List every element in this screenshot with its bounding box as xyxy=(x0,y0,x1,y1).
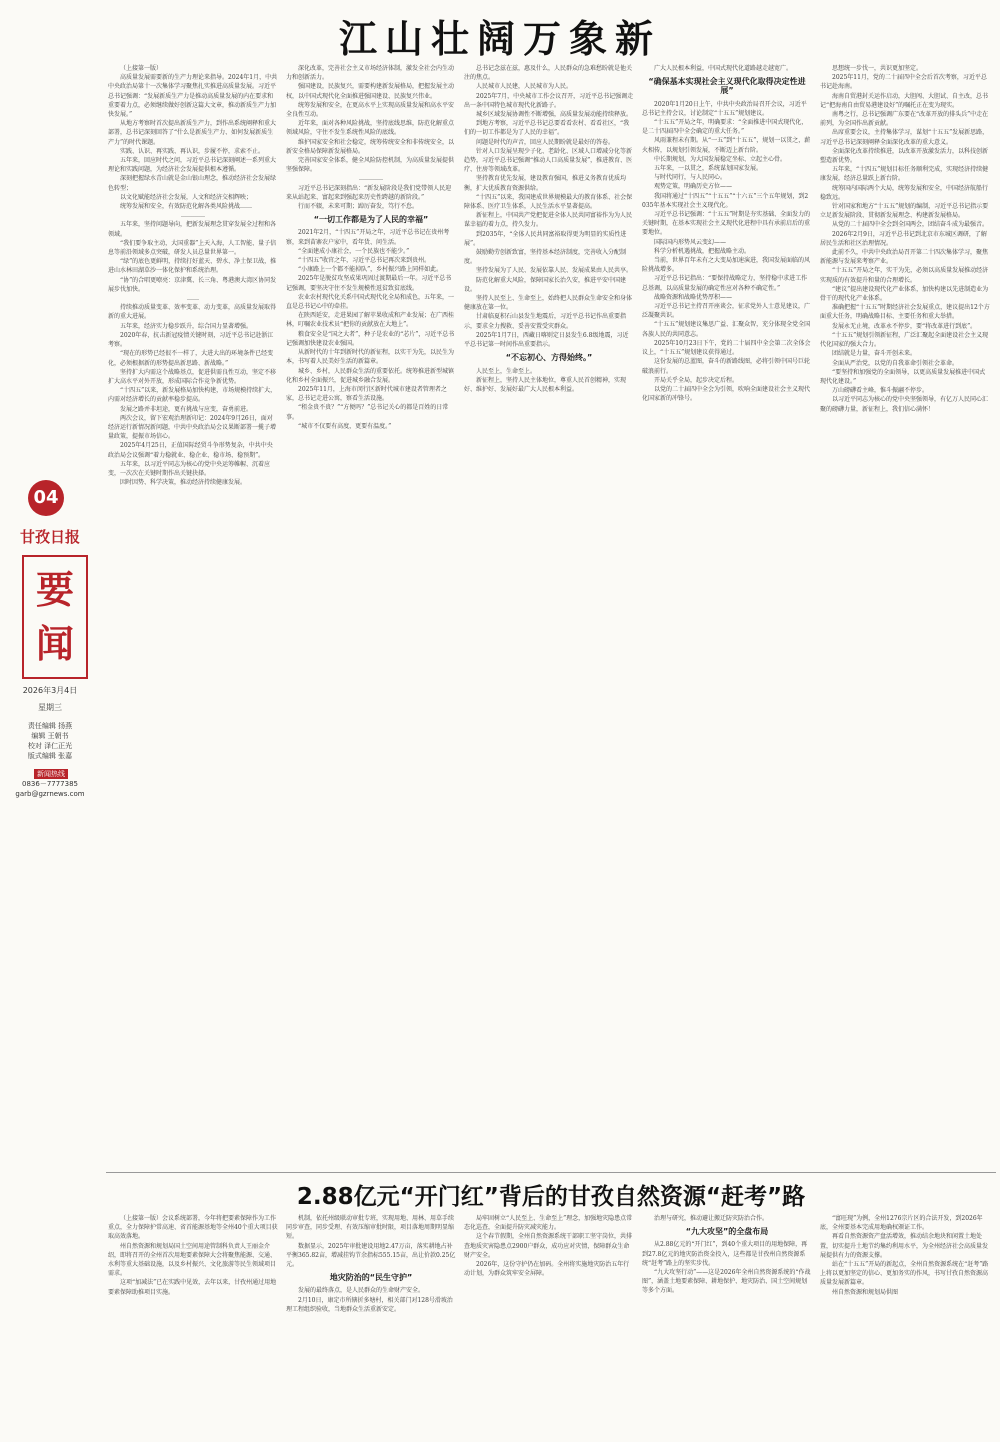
paragraph: 总书记念兹在兹，惠及什么，人民群众的急难愁盼就是他关注的焦点。 xyxy=(464,65,633,82)
top_article-column xyxy=(820,64,990,1168)
paragraph: （上接第一版） xyxy=(120,65,163,72)
paragraph: “十五五”开局之年，明确要求：“全面推进中国式现代化，是二十四届四中全会确定的重大任务。” xyxy=(642,119,808,136)
paragraph: 城乡、乡村，人民群众生活的重要依托。统筹推进新型城镇化和乡村全面振兴，促进城乡融合发展。 xyxy=(286,367,455,384)
paragraph: 维护国家安全和社会稳定，统筹传统安全和非传统安全，以新安全格局保障新发展格局。 xyxy=(286,138,455,155)
paragraph: 发展的最终落点，是人民群众的生命财产安全。 xyxy=(298,1287,425,1295)
paragraph: 当前，世界百年未有之大变局加速演进，我国发展面临的风险挑战增多。 xyxy=(642,257,811,274)
paragraph: “十四五”收官之年，习近平总书记再次来到贵州。 xyxy=(298,257,431,265)
paragraph: 国际国内形势风云变幻—— xyxy=(654,238,727,246)
paragraph: 科学分析机遇挑战，把握战略主动。 xyxy=(654,247,751,255)
paragraph: “现在的形势已经很不一样了，大进大出的环境条件已经变化，必须根据新的形势提出新思路、新战略。” xyxy=(108,350,274,367)
paragraph: 州自然资源和规划局国土空间用途管制科负责人王丽金介绍，即将召开的全州首次用地要素保障大会将聚焦能源、交通、水利等重大基础设施，以及乡村振兴、文化旅游等民生领域项目需求。 xyxy=(108,1242,277,1278)
paragraph: 坚持扩大内需这个战略基点，促进供需良性互动，坚定不移扩大高水平对外开放，形成国际合作竞争新优势。 xyxy=(108,368,277,385)
top_article-column xyxy=(642,64,812,1168)
paragraph: 战略资源和战略优势厚积—— xyxy=(654,293,733,301)
paragraph: 到2035年，“全体人民共同富裕取得更为明显的实质性进展”。 xyxy=(464,230,627,247)
subheading: “确保基本实现社会主义现代化取得决定性进展” xyxy=(648,77,806,96)
paragraph: 以党的二十届四中全会为引领，吹响全面建设社会主义现代化国家新的冲锋号。 xyxy=(642,385,811,403)
paragraph: 与时代同行，与人民同心。 xyxy=(654,174,727,182)
paragraph: 五年来，“十四五”规划目标任务顺利完成，实现经济持续健康发展，经济总量跃上新台阶。 xyxy=(820,166,989,183)
paragraph: 习近平总书记深刻指出：“新发展阶段是我们党带领人民迎来从站起来、富起来到强起来历史性跨越的新阶段。” xyxy=(286,184,452,201)
paragraph: “十五五”规划建议集思广益、汇聚众智，充分体现全党全国各族人民的共同意志。 xyxy=(642,321,811,338)
editor-credit: 编辑 王朝书 xyxy=(31,732,69,740)
paragraph: 数据显示，2025年审批建设用地2.47万亩，落实耕地占补平衡365.82亩，增减挂钩节余指标555.15亩，出让价款0.25亿元。 xyxy=(286,1242,456,1269)
top_article-column xyxy=(108,64,278,1168)
paragraph: 持续推动质量变革、效率变革、动力变革，高质量发展取得新的重大进展。 xyxy=(108,304,277,321)
paragraph: 南粤之行，总书记强调广东要在“改革开放的排头兵”中走在前列，为全国作出新贡献。 xyxy=(820,111,989,128)
paragraph: 2025年11月，党的二十届四中全会后首次考察，习近平总书记赴海南。 xyxy=(820,74,987,91)
paragraph: 坚持发展为了人民、发展依靠人民、发展成果由人民共享。 xyxy=(476,267,633,275)
issue-weekday: 星期三 xyxy=(38,703,62,712)
paragraph: 实践、认识、再实践、再认识，步履不停，求索不止。 xyxy=(120,147,265,155)
paragraph: “全面建成小康社会，一个民族也不能少。” xyxy=(298,247,410,255)
paragraph: 针对国家和地方“十五五”规划的编制，习近平总书记指示要立足新发展阶段、贯彻新发展理念、构建新发展格局。 xyxy=(820,203,989,220)
paragraph: 新征程上，坚持人民主体地位，尊重人民首创精神，实现好、维护好、发展好最广大人民根本利益。 xyxy=(464,376,627,393)
contact-email[interactable]: garb@gzrnews.com xyxy=(15,790,85,798)
paragraph: 农业农村现代化关系中国式现代化全局和成色，五年来，一直是总书记心中的牵挂。 xyxy=(286,293,455,311)
paragraph: 2月10日，康定市所辖折多塘村，相关部门对128号滑坡治理工程组织验收，当地群众生活重新安定。 xyxy=(286,1296,453,1313)
paragraph: 机制，依托州级联动审批专班，实现用地、用林、用草手续同步审查，同步受理、有效压缩审批时限，项目落地周期明显缩短。 xyxy=(286,1215,455,1241)
paragraph: 站在“十五五”开局的新起点，全州自然资源系统在“赶考”路上将以更加坚定的信心、更加务实的作风，书写甘孜自然资源高质量发展新篇章。 xyxy=(820,1261,989,1287)
paragraph: 广大人民根本利益，中国式现代化道路越走越宽广。 xyxy=(654,65,793,72)
paragraph: 甘肃临夏积石山县发生地震后，习近平总书记作出重要指示，要求全力搜救、妥善安置受灾群众。 xyxy=(464,313,627,330)
paragraph: 习近平总书记强调：“十五五”时期是夯实基础、全面发力的关键时期，在基本实现社会主义现代化进程中具有承前启后的重要地位。 xyxy=(642,211,811,237)
subheading: 地灾防治的“民生守护” xyxy=(329,1273,413,1283)
paragraph: 2025年11月，上海市闵行区新时代城市建设者管理者之家，总书记走进公寓，察看生活设施。 xyxy=(286,385,447,403)
paragraph: “九大攻坚行动”——这是2026年全州自然资源系统的“作战图”，涵盖土地要素保障、耕地保护、地灾防治、国土空间规划等多个方面。 xyxy=(642,1269,811,1295)
hotline-phone: 0836－7777385 xyxy=(22,780,78,788)
paragraph: 在陕西延安，走进果园了解苹果收成和产业发展；在广西桂林，叮嘱农业技术员“把你的贡献放在大地上”。 xyxy=(286,312,455,329)
editor-credit: 校对 泽仁正光 xyxy=(27,742,73,750)
paragraph: 风雨兼程未有期。从“一五”到“十五五”，规划一以贯之，薪火相传，以规划引领发展，不断迈上新台阶。 xyxy=(642,137,811,154)
article-divider xyxy=(106,1172,996,1173)
subheading: “九大攻坚”的全盘布局 xyxy=(685,1227,769,1237)
paragraph: 2025年7月，中央城市工作会议召开，习近平总书记强调走出一条中国特色城市现代化新路子。 xyxy=(464,92,634,109)
paragraph: “小康路上一个都不能掉队”，乡村振兴路上同样如此。 xyxy=(298,266,443,274)
paragraph: “富旺现”为例，全州1276宗片区的合法开发，到2026年底，全州要基本完成用地确权颁证工作。 xyxy=(820,1215,983,1232)
paragraph: 此前不久，中共中央政治局召开第二十四次集体学习，聚焦新能源与发展来考察产业。 xyxy=(820,249,989,266)
main-headline: 江山壮阔万象新 xyxy=(338,17,661,61)
paragraph: 防范化解重大风险，保障国家长治久安，推进平安中国建设。 xyxy=(464,276,627,293)
subheading: “不忘初心、方得始终。” xyxy=(505,353,593,363)
paragraph: “十五五”开局之年，实干为先，必须以高质量发展推动经济实现质的有效提升和量的合理增长。 xyxy=(820,267,989,284)
paragraph: 高质量发展需要新的生产力理论来指导。2024年1月，中共中央政治局第十一次集体学习聚焦扎实推进高质量发展。习近平总书记强调：“发展新质生产力是推动高质量发展的内在要求和重要着力点，必须继续做好创新这篇大文章，推动新质生产力加快发展。” xyxy=(108,74,278,119)
paragraph: 鼓励勤劳创新致富，坚持基本经济制度，完善收入分配制度。 xyxy=(464,249,627,266)
page-number-badge: 04 xyxy=(28,480,64,516)
paragraph: “十四五”以来，新发展格局加快构建，市场规模持续扩大，内需对经济增长的贡献率稳步提高。 xyxy=(108,387,277,404)
paragraph: 2021年2月，“十四五”开局之年，习近平总书记在贵州考察，来到苗寨农户家中，看年货、问生活。 xyxy=(286,229,450,246)
paragraph: 治理与研究，推动避让搬迁防灾防治合作。 xyxy=(654,1215,769,1222)
editor-credits xyxy=(4,721,96,761)
paragraph: 中长期规划，为大国发展稳定坐标、立起主心骨。 xyxy=(654,155,787,163)
bottom_article-column xyxy=(642,1214,812,1436)
paragraph: 从2.88亿元的“开门红”，到40个重大项目的用地保障，再到27.8亿元的地灾防治资金投入，这些都是甘孜州自然资源系统“赶考”路上的坚实步伐。 xyxy=(642,1241,808,1267)
paragraph: 团结就是力量，奋斗开创未来。 xyxy=(832,350,917,358)
paragraph: 统筹发展和安全，在更高水平上实现高质量发展和高水平安全良性互动。 xyxy=(286,101,455,119)
paragraph: 问题是时代的声音，回应人民期盼就是最好的答卷。 xyxy=(476,138,615,146)
ellipsis-separator: ………… xyxy=(181,212,205,220)
paragraph: “建议”提出建设现代化产业体系，加快构建以先进制造业为骨干的现代化产业体系。 xyxy=(820,285,989,303)
paragraph: 2020年1月20日上午，中共中央政治局召开会议，习近平总书记主持会议，讨论制定“十五五”规划建议。 xyxy=(642,100,807,117)
paragraph: “绿”的底色更鲜明，持续打好蓝天、碧水、净土保卫战，推进山水林田湖草沙一体化保护和系统治理。 xyxy=(108,258,277,275)
paragraph: 到地方考察，习近平总书记总要看看农村、看看社区，“我们的一切工作都是为了人民的幸福”。 xyxy=(464,120,630,137)
paragraph: 思想统一步伐一，共识更加坚定。 xyxy=(832,65,923,72)
paragraph: 坚持人民至上、生命至上，始终把人民群众生命安全和身体健康放在第一位。 xyxy=(464,295,633,312)
paragraph: 2026年2月9日，习近平总书记到北京市东城区调研，了解居民生活和社区治理情况。 xyxy=(820,230,987,247)
editor-credit: 责任编辑 扬燕 xyxy=(27,722,73,730)
paragraph: 近年来，面对各种风险挑战，坚持底线思维，防范化解重点领域风险，守住不发生系统性风险的底线。 xyxy=(286,120,455,137)
paragraph: 我国将通过“十四五”“十五五”“十六五”三个五年规划，到2035年基本实现社会主义现代化。 xyxy=(642,192,809,209)
paragraph: 出席重要会议，主持集体学习，谋划“十五五”发展新思路，习近平总书记深刻阐释全面深化改革的重大意义。 xyxy=(820,129,989,146)
paragraph: 全面从严治党，以党的自我革命引领社会革命。 xyxy=(832,359,959,367)
bottom_article-column xyxy=(464,1214,634,1436)
paragraph: 准确把握“十五五”时期经济社会发展重点，建议提出12个方面重大任务，明确战略目标、主要任务和重大举措。 xyxy=(820,304,990,321)
paragraph: 坚持教育优先发展，建设教育强国，推进义务教育优质均衡，扩大优质教育资源供给。 xyxy=(464,175,627,192)
paragraph: 从地方考察时首次提出新质生产力，到作出系统阐释和重大部署，总书记深刻回答了“什么是新质生产力、如何发展新质生产力”的时代课题。 xyxy=(108,120,277,146)
paragraph: “协”的合唱更嘹亮：京津冀、长三角、粤港澳大湾区协同发展步伐加快。 xyxy=(108,276,277,293)
ellipsis-separator: ………… xyxy=(359,175,383,183)
paragraph: 2025年4月25日，正值国际经贸斗争形势复杂，中共中央政治局会议强调“着力稳就业、稳企业、稳市场、稳预期”。 xyxy=(108,442,273,459)
paragraph: 再看自然资源资产盘活增效，推动结余地块和闲置土地处置，切实提升土地节约集约利用水平，为全州经济社会高质量发展提供有力的资源支撑。 xyxy=(820,1233,989,1259)
paragraph: 2020年春，抗击新冠疫情关键时刻，习近平总书记赴浙江考察。 xyxy=(108,331,274,349)
paragraph: 习近平总书记指出：“要保持战略定力，坚持稳中求进工作总基调，以高质量发展的确定性应对各种不确定性。” xyxy=(642,275,808,292)
paragraph: 新征程上，中国共产党把促进全体人民共同富裕作为为人民谋幸福的着力点，持久发力。 xyxy=(464,212,633,229)
paragraph: 从党的二十届四中全会到全国两会，团结奋斗成为最强音。 xyxy=(832,221,989,229)
section-label: 要闻 xyxy=(22,555,88,679)
subheading: “一切工作都是为了人民的幸福” xyxy=(313,215,429,225)
paragraph: 以文化赋能经济社会发展，人文和经济交相辉映； xyxy=(120,193,253,201)
paragraph: 城乡区域发展协调性不断增强，高质量发展动能持续释放。 xyxy=(476,111,633,119)
bottom_article-column xyxy=(820,1214,990,1436)
paragraph: 人民城市人民建，人民城市为人民。 xyxy=(476,83,573,91)
newspaper-logo: 甘孜日报 xyxy=(19,528,80,546)
paragraph: 深刻把握绿水青山就是金山银山理念，推动经济社会发展绿色转型； xyxy=(108,175,277,192)
paragraph: 发展之路并非坦途，更有挑战与应变，奋勇前进。 xyxy=(120,405,253,413)
paragraph: 粮食安全是“国之大者”，种子是农业的“芯片”，习近平总书记强调加快建设农业强国。 xyxy=(286,330,455,347)
paragraph: 海南自贸港封关运作启动，大胆闯、大胆试、自主改，总书记“把海南自由贸易港建设好”的嘱托正在变为现实。 xyxy=(820,92,989,109)
paragraph: （上接第一版）会议系统部署，今年将把要素保障作为工作重点，全力保障护常高速、省首能源基地等全州40个重大项目获取高效落地。 xyxy=(108,1215,278,1241)
editor-credit: 版式编辑 张嘉 xyxy=(27,752,73,760)
paragraph: 这项“加减法”已在实践中见效，去年以来，甘孜州通过用地要素保障助推项目实施。 xyxy=(108,1279,277,1296)
issue-date: 2026年3月4日 xyxy=(22,686,78,695)
paragraph: 万山磅礴看主峰，惟斗振翮不停步。 xyxy=(832,387,929,395)
paragraph: 五年来，一以贯之，系统谋划国家发展。 xyxy=(654,165,763,173)
second-headline: 2.88亿元“开门红”背后的甘孜自然资源“赶考”路 xyxy=(296,1184,806,1210)
paragraph: 州自然资源和规划局供图 xyxy=(832,1288,899,1296)
paragraph: 局牢固树立“人民至上、生命至上”理念，加强地灾隐患点常态化巡查，全面提升防灾减灾能力。 xyxy=(464,1215,633,1232)
ellipsis-separator: …… xyxy=(187,295,199,303)
paragraph: “城市不仅要有高度，更要有温度。” xyxy=(298,422,392,430)
paragraph: 这个春节假期，全州自然资源系统干部职工坚守岗位，共排查地质灾害隐患点2900户群众，成功应对灾情，保障群众生命财产安全。 xyxy=(464,1233,633,1259)
paragraph: 习近平总书记主持召开座谈会，征求党外人士意见建议，广泛凝聚共识。 xyxy=(642,303,811,320)
paragraph: “租金贵不贵？”“方便吗？”总书记关心的都是百姓的日常事。 xyxy=(286,404,449,421)
bottom_article-column xyxy=(108,1214,278,1436)
paragraph: 五年来，坚持问题导向，把新发展理念贯穿发展全过程和各领域。 xyxy=(108,221,277,238)
top_article-column xyxy=(464,64,634,1168)
paragraph: “十五五”规划引领新征程，广泛汇聚起全面建设社会主义现代化国家的强大合力。 xyxy=(820,331,989,349)
paragraph: 深化改革，完善社会主义市场经济体制，激发全社会内生动力和创新活力。 xyxy=(286,65,455,82)
paragraph: 开局关乎全局，起步决定后程。 xyxy=(654,376,739,384)
page-masthead-sidebar xyxy=(4,480,96,799)
paragraph: 2025年1月7日，西藏日喀则定日县发生6.8级地震，习近平总书记第一时间作出重要指示。 xyxy=(464,331,629,349)
paragraph: 统筹发展和安全，有效防范化解各类风险挑战…… xyxy=(120,203,253,211)
paragraph: 2025年10月23日下午，党的二十届四中全会第二次全体会议上，“十五五”规划建议获得通过。 xyxy=(642,339,811,357)
paragraph: 发展永无止境，改革永不停步，要“将改革进行到底”。 xyxy=(832,322,977,330)
paragraph: “要坚持和加强党的全面领导，以更高质量发展推进中国式现代化建设。” xyxy=(820,368,986,385)
paragraph: 因时因势、科学决策，推动经济持续健康发展。 xyxy=(120,479,247,487)
paragraph: 全面深化改革持续推进，以改革开放激发活力，以科技创新塑造新优势。 xyxy=(820,147,989,165)
paragraph: 统筹国内国际两个大局，统筹发展和安全，中国经济航船行稳致远。 xyxy=(820,184,989,201)
paragraph: 完善国家安全体系，健全风险防控机制，为高质量发展提供坚强保障。 xyxy=(286,157,455,174)
paragraph: 2025年是脱贫攻坚成果巩固过渡期最后一年。习近平总书记强调，要坚决守住不发生规模性返贫致贫底线。 xyxy=(286,275,452,292)
paragraph: 五年来，经济实力稳步跃升，综合国力显著增强。 xyxy=(120,322,253,330)
paragraph: “十四五”以来，我国建成世界规模最大的教育体系、社会保障体系、医疗卫生体系，人民生活水平显著提高。 xyxy=(464,193,633,211)
bottom_article-column xyxy=(286,1214,456,1436)
paragraph: 针对人口发展呈现少子化、老龄化、区域人口增减分化等新趋势，习近平总书记强调“推动人口高质量发展”，推进教育、医疗、住房等领域改革。 xyxy=(464,147,633,174)
paragraph: 观势定策，明确历史方位—— xyxy=(654,183,733,191)
paragraph: “我们要争取主动，大国重器”上天入海，人工智能、量子信息等前沿领域多点突破，研发人员总量世界第一。 xyxy=(108,239,277,257)
paragraph: 从新时代的十年到新时代的新征程，以实干为先，以民生为本，书写着人民美好生活的新篇章。 xyxy=(286,349,455,366)
paragraph: 五年来，回应时代之问，习近平总书记深刻阐述一系列重大理论和实践问题，为经济社会发展提供根本遵循。 xyxy=(108,157,277,174)
top_article-column xyxy=(286,64,456,1168)
paragraph: 行而不辍，未来可期；踔厉奋发，笃行不怠。 xyxy=(298,203,419,211)
paragraph: 人民至上，生命至上。 xyxy=(476,367,537,375)
paragraph: 强国建设，民族复兴，需要构建新发展格局，把握发展主动权，以中国式现代化全面推进强国建设、民族复兴伟业。 xyxy=(286,83,455,100)
paragraph: 以习近平同志为核心的党中央坚强领导，有亿万人民同心汇聚的磅礴力量，新征程上，我们信心满怀！ xyxy=(820,396,989,413)
paragraph: 2026年，这份守护仍在加码。全州将实施地灾防治五年行动计划，为群众筑牢安全屏障。 xyxy=(464,1261,630,1278)
paragraph: 五年来，以习近平同志为核心的党中央运筹帷幄、沉着应变，一次次在关键时期作出关键抉择。 xyxy=(108,460,271,477)
paragraph: 这份发展的总蓝图，奋斗的新路线图，必将引领中国号巨轮破浪前行。 xyxy=(642,358,811,375)
news-hotline-label: 新闻热线 xyxy=(34,769,68,779)
paragraph: 两次会议，留下宏观治理新印记：2024年9月26日，面对经济运行新情况新问题，中共中央政治局会议果断部署一揽子增量政策，提振市场信心。 xyxy=(108,414,277,441)
